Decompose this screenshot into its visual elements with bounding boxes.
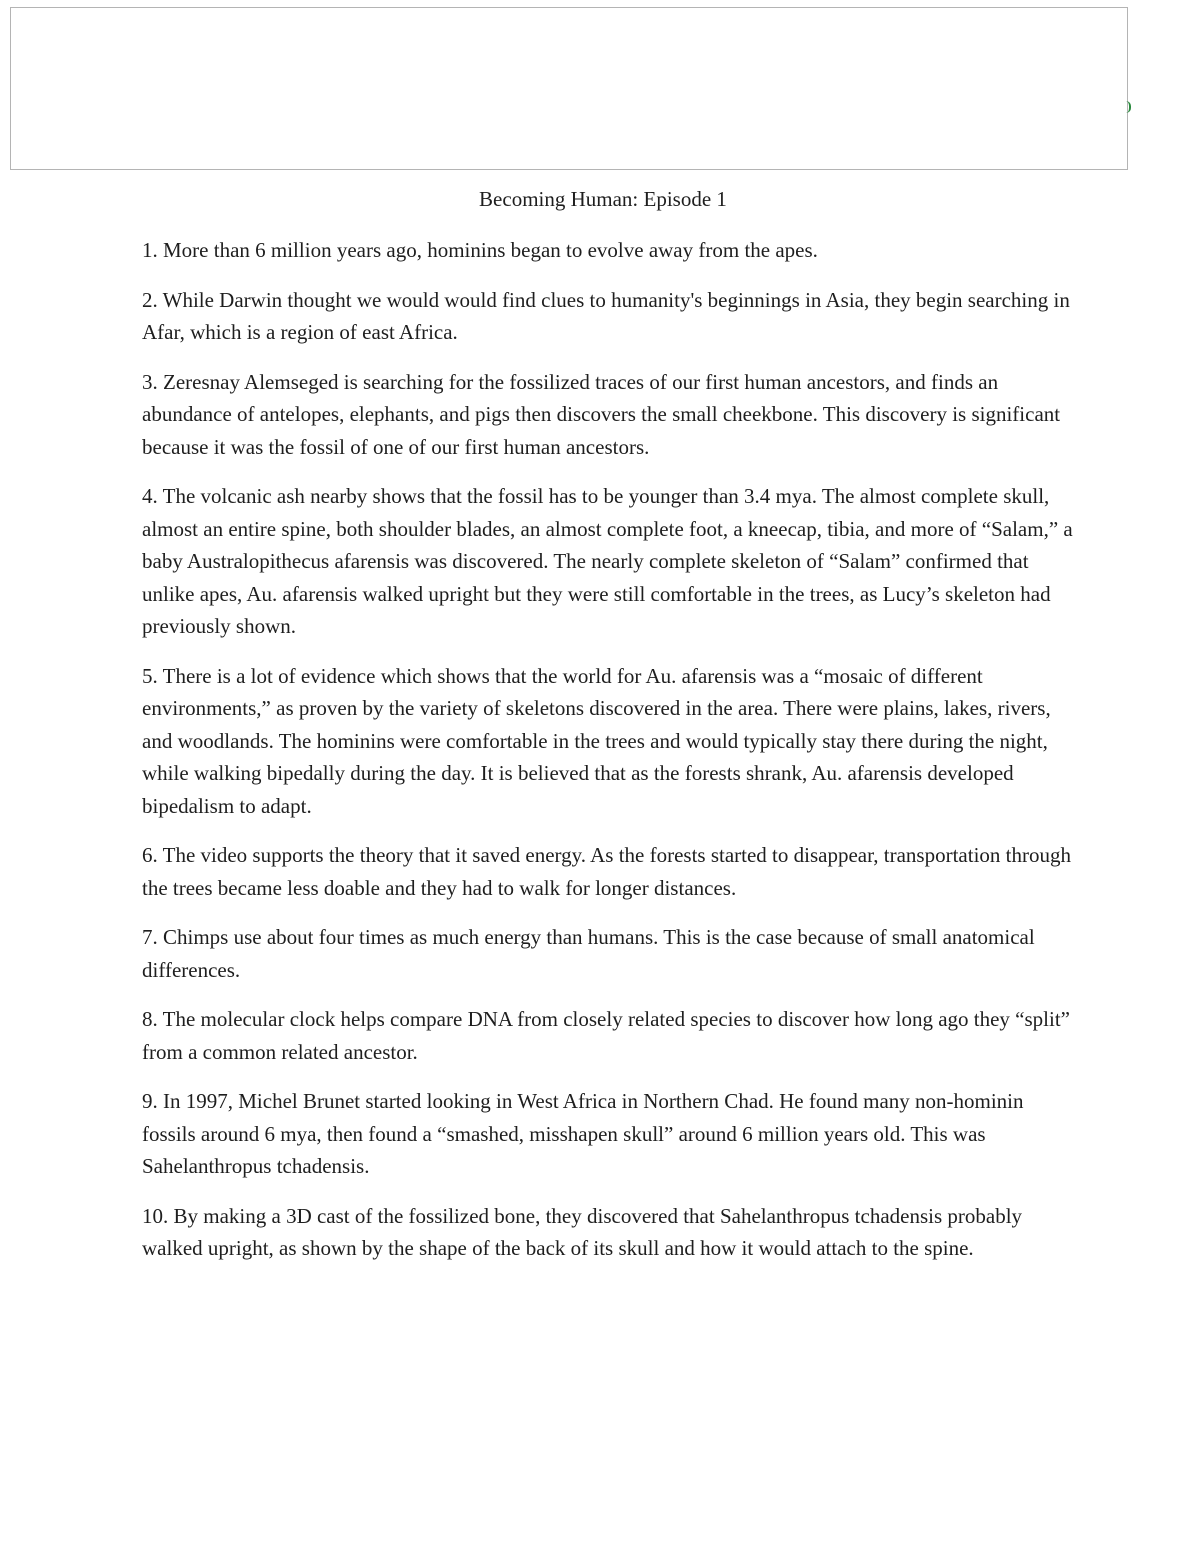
margin-mark bbox=[1126, 101, 1131, 113]
answer-list bbox=[142, 234, 1082, 1282]
answer-2: 2. While Darwin thought we would would find clues to humanity's beginnings in Asia, they begin searching in Afar, which is a region of east Africa. bbox=[142, 287, 1070, 344]
answer-8: 8. The molecular clock helps compare DNA from closely related species to discover how long ago they “split” from a common related ancestor. bbox=[142, 1007, 1070, 1064]
answer-7: 7. Chimps use about four times as much energy than humans. This is the case because of small anatomical differences. bbox=[142, 925, 1035, 982]
answer-9: 9. In 1997, Michel Brunet started looking in West Africa in Northern Chad. He found many non-hominin fossils around 6 mya, then found a “smashed, misshapen skull” around 6 million years old. This was Sahelanthropus tchadensis. bbox=[142, 1089, 1024, 1178]
answer-6: 6. The video supports the theory that it saved energy. As the forests started to disappear, transportation through the trees became less doable and they had to walk for longer distances. bbox=[142, 843, 1071, 900]
answer-3: 3. Zeresnay Alemseged is searching for the fossilized traces of our first human ancestors, and finds an abundance of antelopes, elephants, and pigs then discovers the small cheekbone. This discovery is significant because it was the fossil of one of our first human ancestors. bbox=[142, 369, 1061, 459]
answer-5: 5. There is a lot of evidence which shows that the world for Au. afarensis was a “mosaic of different environments,” as proven by the variety of skeletons discovered in the area. There were plains, lakes, rivers, and woodlands. The hominins were comfortable in the trees and would typically stay there during the night, while walking bipedally during the day. It is believed that as the forests shrank, Au. afarensis developed bipedalism to adapt. bbox=[142, 663, 1051, 818]
answer-4: 4. The volcanic ash nearby shows that the fossil has to be younger than 3.4 mya. The almost complete skull, almost an entire spine, both shoulder blades, an almost complete foot, a kneecap, tibia, and more of “Salam,” a baby Australopithecus afarensis was discovered. The nearly complete skeleton of “Salam” confirmed that unlike apes, Au. afarensis walked upright but they were still comfortable in the trees, as Lucy’s skeleton had previously shown. bbox=[142, 484, 1073, 638]
header-box bbox=[10, 7, 1128, 170]
document-title: Becoming Human: Episode 1 bbox=[479, 187, 727, 211]
answer-1: 1. More than 6 million years ago, hominins began to evolve away from the apes. bbox=[142, 238, 818, 262]
answer-10: 10. By making a 3D cast of the fossilized bone, they discovered that Sahelanthropus tchadensis probably walked upright, as shown by the shape of the back of its skull and how it would attach to the spine. bbox=[142, 1203, 1023, 1260]
